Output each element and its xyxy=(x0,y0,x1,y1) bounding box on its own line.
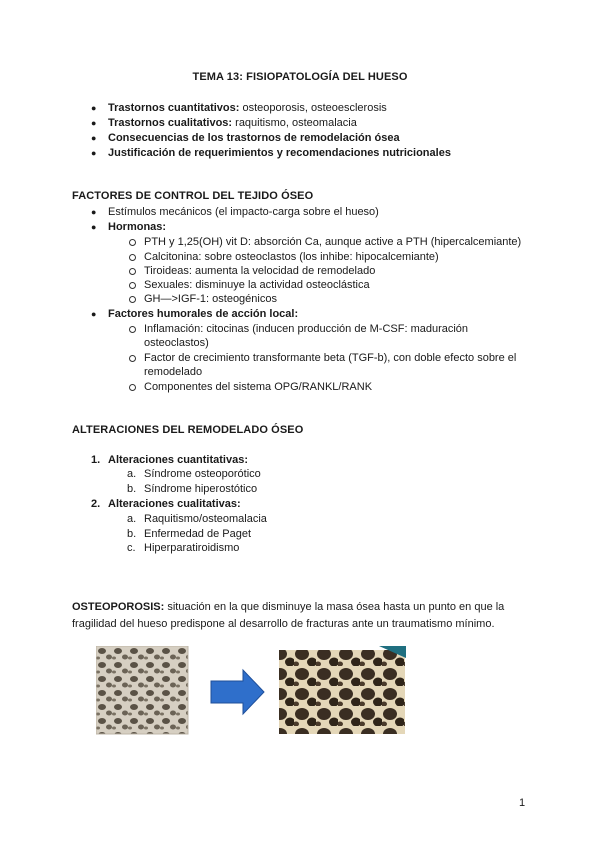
circle-bullet-icon xyxy=(129,239,136,246)
page-number: 1 xyxy=(519,797,526,809)
circle-bullet-icon xyxy=(129,326,136,333)
page-title: TEMA 13: FISIOPATOLOGÍA DEL HUESO xyxy=(192,71,408,83)
list-number: 2. xyxy=(91,498,101,510)
circle-bullet-icon xyxy=(129,254,136,261)
bullet-icon: ● xyxy=(91,103,97,113)
bone-comparison-figure xyxy=(96,646,416,736)
bullet-icon: ● xyxy=(91,118,97,128)
circle-bullet-icon xyxy=(129,355,136,362)
list-letter: c. xyxy=(127,542,136,554)
section-heading-alteraciones: ALTERACIONES DEL REMODELADO ÓSEO xyxy=(72,424,304,436)
circle-bullet-icon xyxy=(129,296,136,303)
osteoporosis-definition: OSTEOPOROSIS: situación en la que disminuye la masa ósea hasta un punto en que la fragilidad del hueso predispone al desarrollo de fracturas ante un traumatismo mínimo. xyxy=(72,601,505,630)
healthy-bone-image xyxy=(96,646,188,734)
bullet-icon: ● xyxy=(91,207,97,217)
list-number: 1. xyxy=(91,454,101,466)
bullet-icon: ● xyxy=(91,309,97,319)
circle-bullet-icon xyxy=(129,268,136,275)
right-arrow-icon xyxy=(211,670,264,714)
section-heading-factores: FACTORES DE CONTROL DEL TEJIDO ÓSEO xyxy=(72,190,314,202)
circle-bullet-icon xyxy=(129,384,136,391)
osteoporotic-bone-image xyxy=(279,646,406,734)
bullet-icon: ● xyxy=(91,133,97,143)
bullet-icon: ● xyxy=(91,222,97,232)
list-letter: b. xyxy=(127,483,137,495)
list-letter: b. xyxy=(127,528,137,540)
list-letter: a. xyxy=(127,468,137,480)
list-letter: a. xyxy=(127,513,137,525)
bullet-icon: ● xyxy=(91,148,97,158)
circle-bullet-icon xyxy=(129,282,136,289)
